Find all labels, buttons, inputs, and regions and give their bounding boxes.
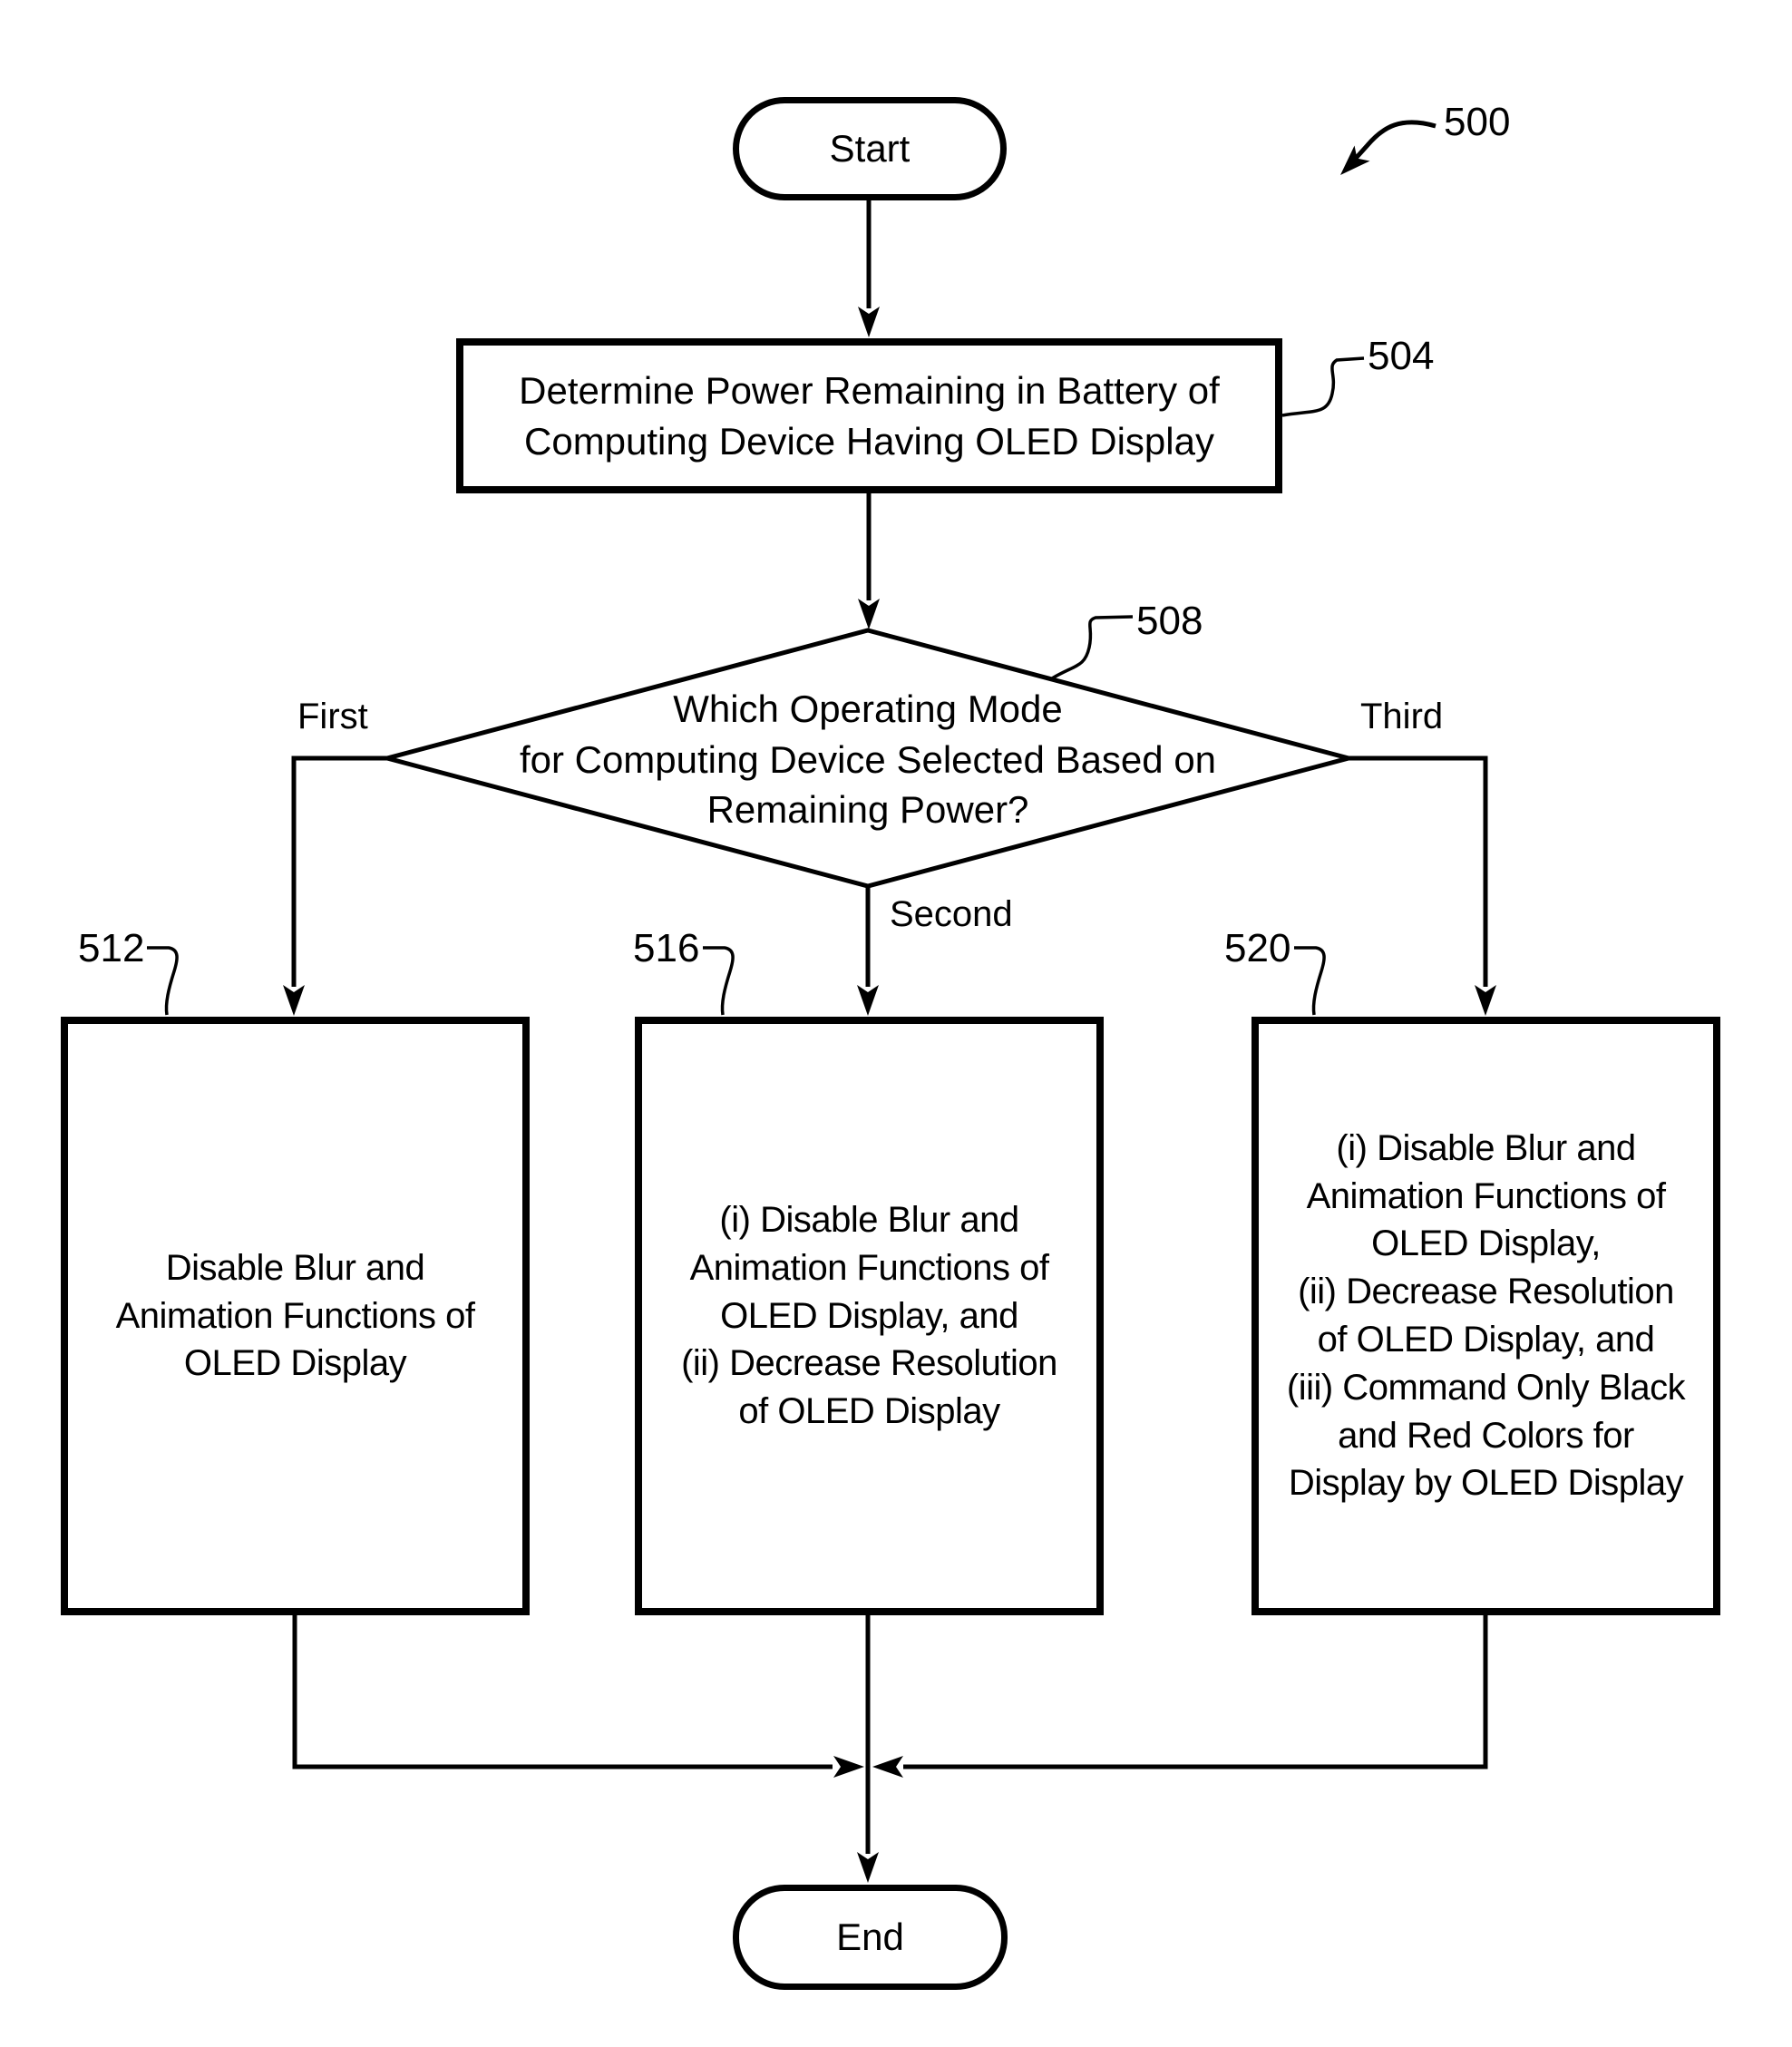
arrowhead-merge-right: [872, 1756, 903, 1778]
leader-512: [147, 948, 177, 1015]
ref-label-520: 520: [1224, 926, 1291, 970]
process-box-520: [1251, 1017, 1720, 1615]
arrowhead-merge-left: [833, 1756, 864, 1778]
arrowhead-into-512: [283, 985, 305, 1016]
end-terminal: [733, 1885, 1008, 1990]
decision-diamond-508: [444, 676, 1291, 843]
ref-label-504: 504: [1368, 334, 1435, 378]
arrow-branch-third: [1349, 758, 1485, 987]
figure-ref-label: 500: [1444, 100, 1511, 144]
ref-label-516: 516: [633, 926, 700, 970]
start-label: Start: [829, 127, 911, 170]
arrow-520-to-merge: [903, 1615, 1485, 1767]
arrowhead-into-508: [858, 599, 880, 629]
leader-504: [1282, 358, 1364, 415]
start-terminal: [733, 97, 1007, 200]
arrowhead-into-end: [857, 1852, 879, 1883]
process-box-504-label: Determine Power Remaining in Battery of Computing Device Having OLED Display: [519, 369, 1220, 463]
ref-label-508: 508: [1136, 599, 1203, 643]
process-box-516: [635, 1017, 1104, 1615]
end-label: End: [836, 1915, 904, 1958]
arrowhead-into-504: [858, 307, 880, 337]
decision-508-label: Which Operating Mode for Computing Device Selected Based on Remaining Power?: [519, 687, 1217, 832]
process-box-512: [61, 1017, 530, 1615]
arrowhead-into-520: [1475, 985, 1496, 1016]
process-box-512-label: Disable Blur and Animation Functions of OLED Display: [115, 1247, 475, 1384]
process-box-504: [456, 338, 1282, 493]
figure-ref-pointer: [1351, 122, 1436, 163]
branch-label-first: First: [297, 697, 368, 736]
process-box-520-label: (i) Disable Blur and Animation Functions of OLED Display, (ii) Decrease Resolution of OLED Display, and (iii) Command Only Black and Red Colors for Display by OLED Display: [1286, 1127, 1686, 1504]
leader-516: [703, 948, 733, 1015]
arrow-512-to-merge: [295, 1615, 833, 1767]
process-box-516-label: (i) Disable Blur and Animation Functions of OLED Display, and (ii) Decrease Resolution of OLED Display: [681, 1200, 1057, 1432]
branch-label-second: Second: [890, 894, 1013, 934]
arrow-branch-first: [294, 758, 387, 987]
ref-label-512: 512: [78, 926, 145, 970]
branch-label-third: Third: [1360, 697, 1444, 736]
leader-508: [1052, 617, 1133, 678]
arrowhead-into-516: [857, 985, 879, 1016]
leader-520: [1294, 948, 1324, 1015]
